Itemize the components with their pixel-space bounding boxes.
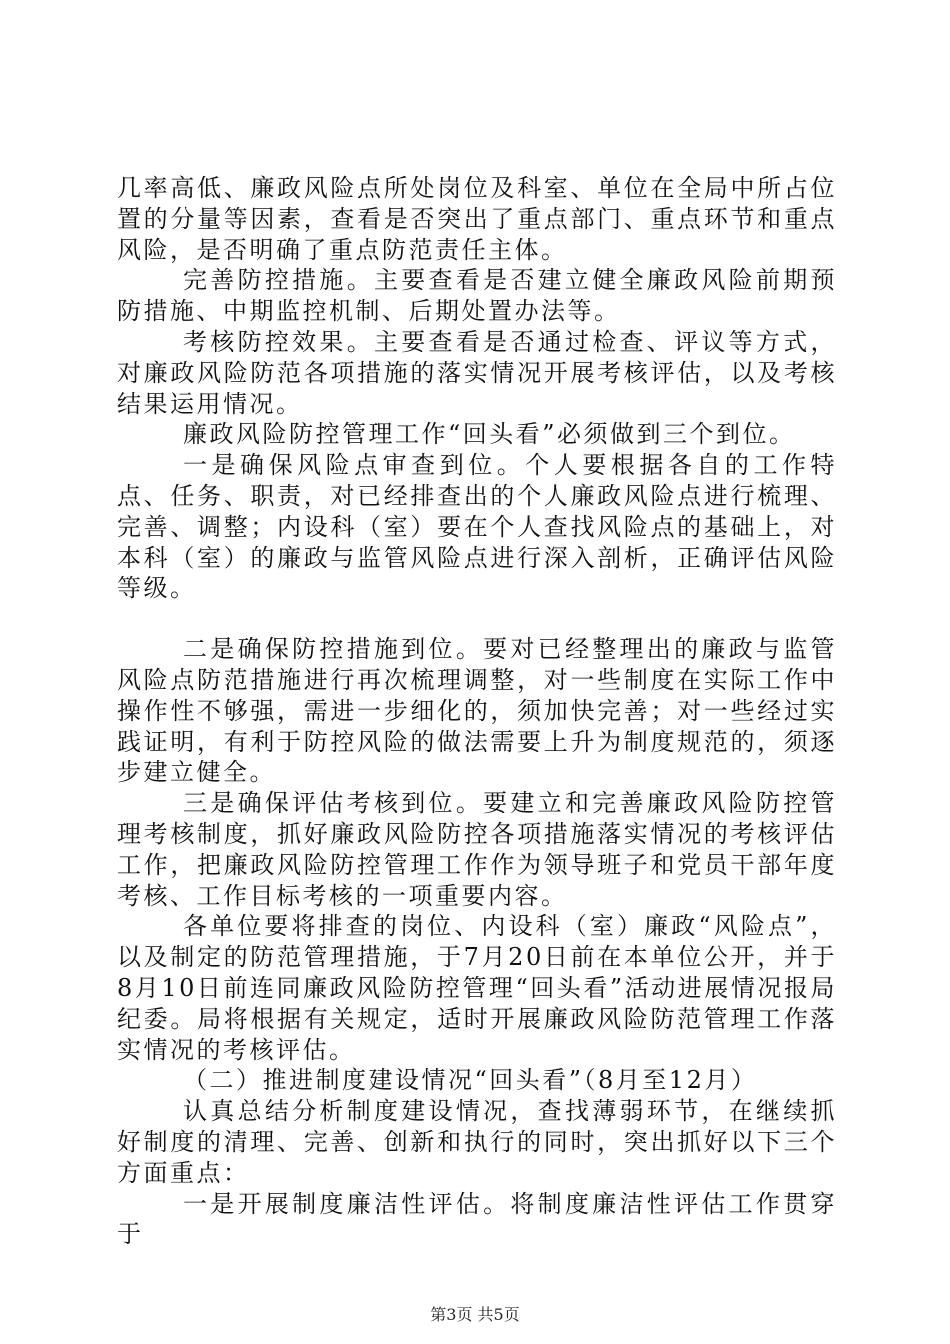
paragraph-11: 一是开展制度廉洁性评估。将制度廉洁性评估工作贯穿于	[117, 1189, 837, 1249]
paragraph-3: 考核防控效果。主要查看是否通过检查、评议等方式，对廉政风险防范各项措施的落实情况开展考核评估，以及考核结果运用情况。	[117, 327, 837, 418]
document-body	[117, 173, 837, 1250]
paragraph-2: 完善防控措施。主要查看是否建立健全廉政风险前期预防措施、中期监控机制、后期处置办法等。	[117, 266, 837, 326]
paragraph-7: 三是确保评估考核到位。要建立和完善廉政风险防控管理考核制度，抓好廉政风险防控各项措施落实情况的考核评估工作，把廉政风险防控管理工作作为领导班子和党员干部年度考核、工作目标考核的一项重要内容。	[117, 789, 837, 910]
paragraph-6: 二是确保防控措施到位。要对已经整理出的廉政与监管风险点防范措施进行再次梳理调整，对一些制度在实际工作中操作性不够强，需进一步细化的，须加快完善；对一些经过实践证明，有利于防控风险的做法需要上升为制度规范的，须逐步建立健全。	[117, 635, 837, 787]
paragraph-1: 几率高低、廉政风险点所处岗位及科室、单位在全局中所占位置的分量等因素，查看是否突出了重点部门、重点环节和重点风险，是否明确了重点防范责任主体。	[117, 174, 837, 264]
paragraph-4: 廉政风险防控管理工作“回头看”必须做到三个到位。	[183, 420, 796, 449]
paragraph-8: 各单位要将排查的岗位、内设科（室）廉政“风险点”，以及制定的防范管理措施，于7月20日前在本单位公开，并于8月10日前连同廉政风险防控管理“回头看”活动进展情况报局纪委。局将根据有关规定，适时开展廉政风险防范管理工作落实情况的考核评估。	[117, 912, 837, 1064]
page-footer: 第3页 共5页	[430, 1305, 520, 1324]
paragraph-10: 认真总结分析制度建设情况，查找薄弱环节，在继续抓好制度的清理、完善、创新和执行的同时，突出抓好以下三个方面重点：	[117, 1097, 837, 1187]
paragraph-5: 一是确保风险点审查到位。个人要根据各自的工作特点、任务、职责，对已经排查出的个人廉政风险点进行梳理、完善、调整；内设科（室）要在个人查找风险点的基础上，对本科（室）的廉政与监管风险点进行深入剖析，正确评估风险等级。	[117, 451, 837, 603]
section-heading: （二）推进制度建设情况“回头看”（8月至12月）	[183, 1066, 758, 1095]
